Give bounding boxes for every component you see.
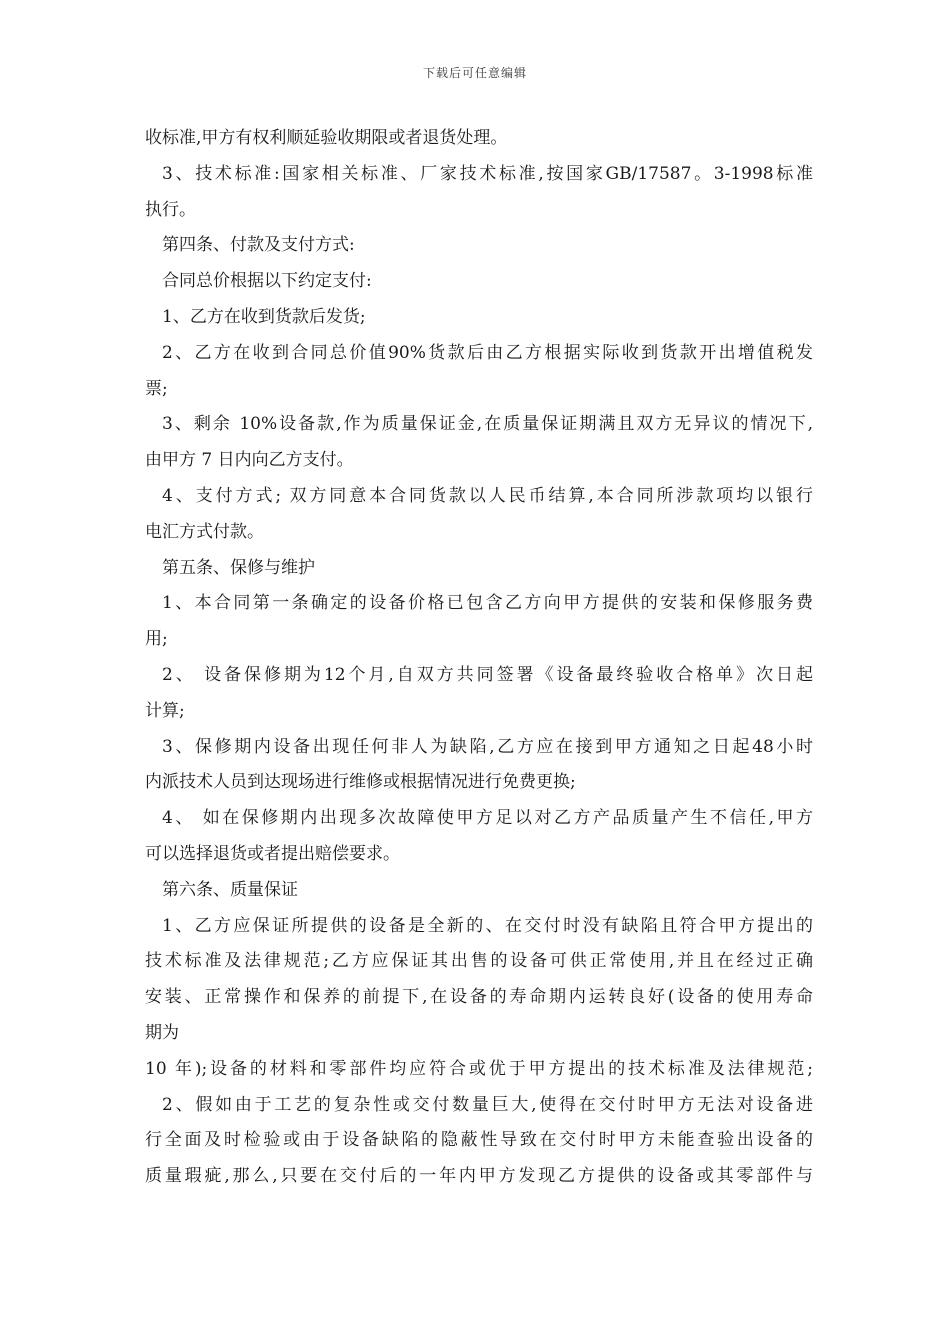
text-line: 4、 如在保修期内出现多次故障使甲方足以对乙方产品质量产生不信任,甲方 <box>162 808 813 829</box>
text-line: 由甲方 7 日内向乙方支付。 <box>145 450 354 471</box>
page-header: 下载后可任意编辑 <box>422 66 527 80</box>
text-line: 3、保修期内设备出现任何非人为缺陷,乙方应在接到甲方通知之日起48小时 <box>162 736 813 757</box>
text-line: 计算; <box>145 700 185 721</box>
text-line: 第五条、保修与维护 <box>162 557 315 578</box>
text-line: 期为 <box>145 1022 179 1043</box>
text-line: 收标准,甲方有权利顺延验收期限或者退货处理。 <box>145 128 508 148</box>
text-line: 电汇方式付款。 <box>145 521 264 542</box>
contract-body <box>145 121 813 1195</box>
text-line: 4、支付方式; 双方同意本合同货款以人民币结算,本合同所涉款项均以银行 <box>162 485 813 506</box>
text-line: 质量瑕疵,那么,只要在交付后的一年内甲方发现乙方提供的设备或其零部件与 <box>145 1166 813 1187</box>
text-line: 2、假如由于工艺的复杂性或交付数量巨大,使得在交付时甲方无法对设备进 <box>162 1094 813 1115</box>
text-line: 内派技术人员到达现场进行维修或根据情况进行免费更换; <box>145 772 576 793</box>
text-line: 用; <box>145 629 168 650</box>
text-line: 执行。 <box>145 199 196 220</box>
text-line: 1、乙方应保证所提供的设备是全新的、在交付时没有缺陷且符合甲方提出的 <box>162 915 813 936</box>
text-line: 第六条、质量保证 <box>162 879 298 900</box>
text-line: 2、乙方在收到合同总价值90%货款后由乙方根据实际收到货款开出增值税发 <box>162 342 813 363</box>
text-line: 1、乙方在收到货款后发货; <box>162 306 366 327</box>
text-line: 3、技术标准:国家相关标准、厂家技术标准,按国家GB/17587。3-1998标准 <box>162 163 813 184</box>
text-line: 行全面及时检验或由于设备缺陷的隐蔽性导致在交付时甲方未能查验出设备的 <box>145 1130 813 1151</box>
text-line: 安装、正常操作和保养的前提下,在设备的寿命期内运转良好(设备的使用寿命 <box>145 987 813 1008</box>
text-line: 技术标准及法律规范;乙方应保证其出售的设备可供正常使用,并且在经过正确 <box>145 951 813 972</box>
text-line: 可以选择退货或者提出赔偿要求。 <box>145 843 400 864</box>
text-line: 1、本合同第一条确定的设备价格已包含乙方向甲方提供的安装和保修服务费 <box>162 593 813 614</box>
text-line: 2、 设备保修期为12个月,自双方共同签署《设备最终验收合格单》次日起 <box>162 664 813 685</box>
text-line: 合同总价根据以下约定支付: <box>162 271 372 292</box>
text-line: 票; <box>145 378 168 399</box>
text-line: 3、剩余 10%设备款,作为质量保证金,在质量保证期满且双方无异议的情况下, <box>162 414 813 435</box>
text-line: 第四条、付款及支付方式: <box>162 235 355 256</box>
text-line: 10 年);设备的材料和零部件均应符合或优于甲方提出的技术标准及法律规范; <box>145 1058 813 1079</box>
